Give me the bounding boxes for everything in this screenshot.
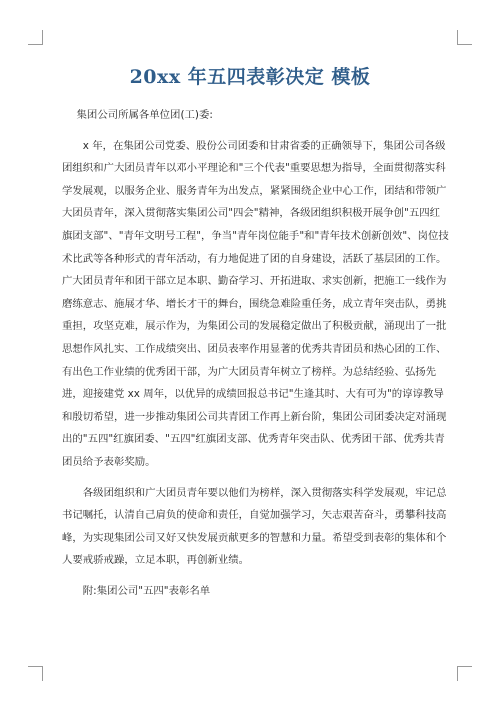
salutation: 集团公司所属各单位团(工)委:	[76, 109, 213, 121]
document-title: 20xx 年五四表彰决定 模板	[129, 66, 371, 88]
attachment-note: 附:集团公司"五四"表彰名单	[82, 584, 211, 597]
page-corner-mark-top-right	[457, 30, 472, 45]
body-paragraph-2: 各级团组织和广大团员青年要以他们为榜样，深入贯彻落实科学发展观，牢记总书记嘱托，认清自己肩负的使命和责任，自觉加强学习，矢志艰苦奋斗，勇攀科技高峰，为实现集团公司又好又快发展贡献更多的智慧和力量。希望受到表彰的集体和个人要戒骄戒躁，立足本职，再创新业绩。	[62, 486, 447, 567]
page-corner-mark-bottom-left	[28, 666, 43, 681]
document-body	[62, 104, 450, 602]
page-corner-mark-top-left	[28, 30, 43, 45]
body-paragraph-1: x 年，在集团公司党委、股份公司团委和甘肃省委的正确领导下，集团公司各级团组织和广大团员青年以邓小平理论和"三个代表"重要思想为指导，全面贯彻落实科学发展观，以服务企业、服务青年为出发点，紧紧围绕企业中心工作，团结和带领广大团员青年，深入贯彻落实集团公司"四会"精神，各级团组织积极开展争创"五四红旗团支部"、"青年文明号工程"，争当"青年岗位能手"和"青年技术创新创效"、岗位技术比武等各种形式的青年活动，有力地促进了团的自身建设，活跃了基层团的工作。广大团员青年和团干部立足本职、勤奋学习、开拓进取、求实创新，把施工一线作为磨练意志、施展才华、增长才干的舞台，围绕急难险重任务，成立青年突击队，勇挑重担，攻坚克难，展示作为，为集团公司的发展稳定做出了积极贡献，涌现出了一批思想作风扎实、工作成绩突出、团员表率作用显著的优秀共青团员和热心团的工作、有出色工作业绩的优秀团干部，为广大团员青年树立了榜样。为总结经验、弘扬先进，迎接建党 xx 周年，以优异的成绩回报总书记"生逢其时、大有可为"的谆谆教导和殷切希望，进一步推动集团公司共青团工作再上新台阶，集团公司团委决定对涌现出的"五四"红旗团委、"五四"红旗团支部、优秀青年突击队、优秀团干部、优秀共青团员给予表彰奖励。	[62, 139, 449, 468]
page-corner-mark-bottom-right	[457, 666, 472, 681]
